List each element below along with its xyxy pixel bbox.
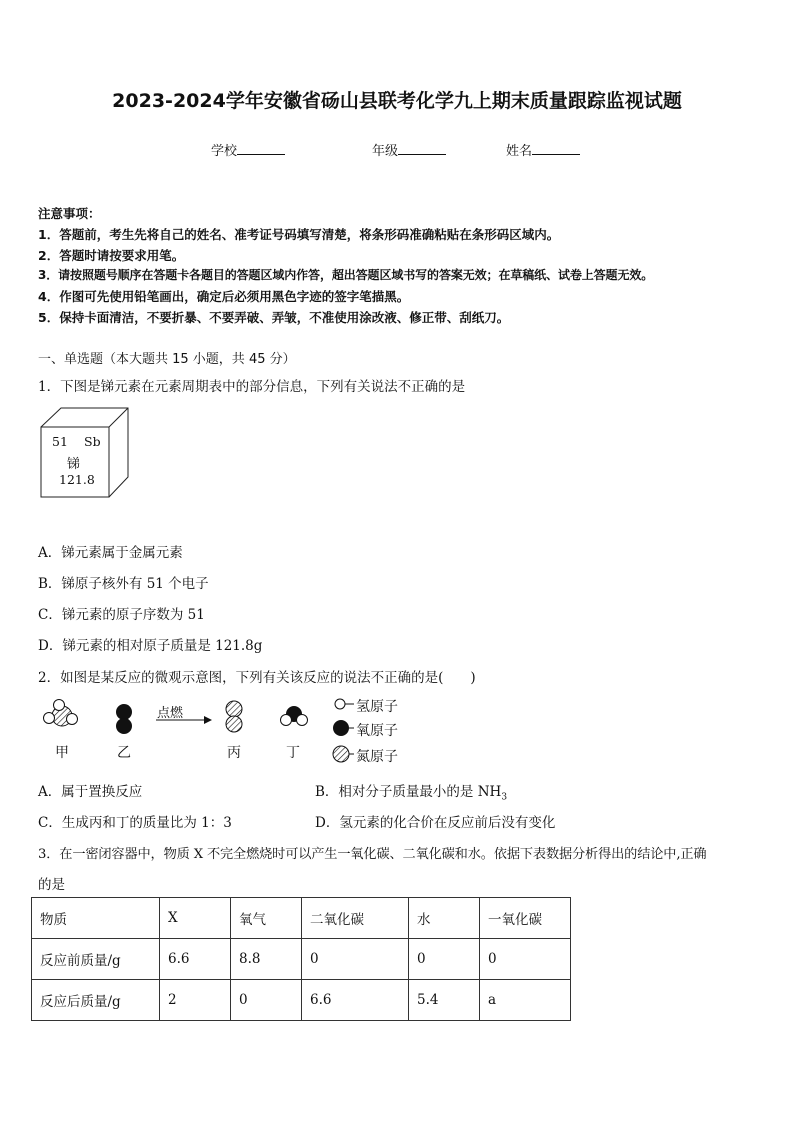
table-cell: 0 <box>231 980 302 1021</box>
grade-label: 年级 <box>372 144 399 159</box>
q2-option-b[interactable] <box>315 780 507 803</box>
table-cell: 反应前质量/g <box>32 939 160 980</box>
element-symbol: Sb <box>84 434 101 449</box>
q1-option-d[interactable]: D．锑元素的相对原子质量是 121.8g <box>38 638 263 654</box>
oxygen-atom-icon <box>333 720 349 736</box>
q2-option-d[interactable]: D．氢元素的化合价在反应前后没有变化 <box>315 815 556 831</box>
notice-item: 5．保持卡面清洁，不要折暴、不要弄破、弄皱，不准使用涂改液、修正带、刮纸刀。 <box>38 310 510 325</box>
table-header-cell: 二氧化碳 <box>302 898 409 939</box>
element-number: 51 <box>52 434 68 449</box>
table-row <box>32 980 571 1021</box>
school-blank[interactable] <box>237 142 285 155</box>
label-ding: 丁 <box>286 745 300 761</box>
q1-option-b[interactable]: B．锑原子核外有 51 个电子 <box>38 576 209 592</box>
name-label: 姓名 <box>506 144 533 159</box>
name-blank[interactable] <box>532 142 580 155</box>
q2-option-a[interactable]: A．属于置换反应 <box>38 784 143 800</box>
table-header-row <box>32 898 571 939</box>
question-1-stem: 1．下图是锑元素在元素周期表中的部分信息，下列有关说法不正确的是 <box>38 379 466 395</box>
school-field[interactable] <box>211 140 285 159</box>
legend-oxygen: 氧原子 <box>356 723 398 739</box>
table-header-cell: X <box>160 898 231 939</box>
table-header-cell: 物质 <box>32 898 160 939</box>
hydrogen-atom-icon <box>335 699 345 709</box>
question-3-stem: 3．在一密闭容器中，物质 X 不完全燃烧时可以产生一氧化碳、二氧化碳和水。依据下表数据分析得出的结论中,正确 <box>38 847 707 862</box>
table-header-cell: 一氧化碳 <box>480 898 571 939</box>
table-header-cell: 水 <box>409 898 480 939</box>
table-cell: 6.6 <box>160 939 231 980</box>
element-mass: 121.8 <box>59 472 95 487</box>
table-cell: a <box>480 980 571 1021</box>
label-yi: 乙 <box>117 745 131 761</box>
notice-item: 3．请按照题号顺序在答题卡各题目的答题区域内作答，超出答题区域书写的答案无效；在草稿纸、试卷上答题无效。 <box>38 268 654 282</box>
label-jia: 甲 <box>55 745 69 761</box>
q2-option-b-subscript: 3 <box>501 792 508 803</box>
notice-heading: 注意事项： <box>38 206 101 221</box>
table-cell: 反应后质量/g <box>32 980 160 1021</box>
molecule-ding-icon <box>281 706 308 726</box>
table-cell: 0 <box>480 939 571 980</box>
section-heading: 一、单选题（本大题共 15 小题，共 45 分） <box>38 352 296 367</box>
table-cell: 6.6 <box>302 980 409 1021</box>
molecule-yi-icon <box>116 704 132 734</box>
molecule-jia-icon <box>44 700 78 727</box>
molecule-bing-icon <box>226 701 242 732</box>
notice-item: 1．答题前，考生先将自己的姓名、准考证号码填写清楚，将条形码准确粘贴在条形码区域内。 <box>38 227 560 242</box>
table-cell: 0 <box>302 939 409 980</box>
q1-option-a[interactable]: A．锑元素属于金属元素 <box>38 545 183 561</box>
element-cell-figure <box>40 407 130 499</box>
element-name: 锑 <box>67 457 81 472</box>
table-cell: 5.4 <box>409 980 480 1021</box>
q2-option-c[interactable]: C．生成丙和丁的质量比为 1：3 <box>38 815 232 831</box>
mass-table <box>31 897 571 1021</box>
q1-option-c[interactable]: C．锑元素的原子序数为 51 <box>38 607 205 623</box>
grade-blank[interactable] <box>398 142 446 155</box>
label-bing: 丙 <box>227 745 241 761</box>
name-field[interactable] <box>506 140 580 159</box>
reaction-condition: 点燃 <box>157 706 184 721</box>
notice-item: 2．答题时请按要求用笔。 <box>38 248 185 263</box>
notice-item: 4．作图可先使用铅笔画出，确定后必须用黑色字迹的签字笔描黑。 <box>38 289 410 304</box>
table-row <box>32 939 571 980</box>
page-title: 2023-2024学年安徽省砀山县联考化学九上期末质量跟踪监视试题 <box>112 90 682 112</box>
table-header-cell: 氧气 <box>231 898 302 939</box>
grade-field[interactable] <box>372 140 446 159</box>
q2-option-b-text: B．相对分子质量最小的是 NH <box>315 784 502 800</box>
nitrogen-atom-icon <box>333 746 349 762</box>
legend-nitrogen: 氮原子 <box>356 749 398 765</box>
table-cell: 8.8 <box>231 939 302 980</box>
question-3-stem-cont: 的是 <box>38 877 65 893</box>
table-cell: 0 <box>409 939 480 980</box>
school-label: 学校 <box>211 144 238 159</box>
legend-hydrogen: 氢原子 <box>356 699 398 715</box>
table-cell: 2 <box>160 980 231 1021</box>
question-2-stem: 2．如图是某反应的微观示意图，下列有关该反应的说法不正确的是( ) <box>38 670 476 686</box>
